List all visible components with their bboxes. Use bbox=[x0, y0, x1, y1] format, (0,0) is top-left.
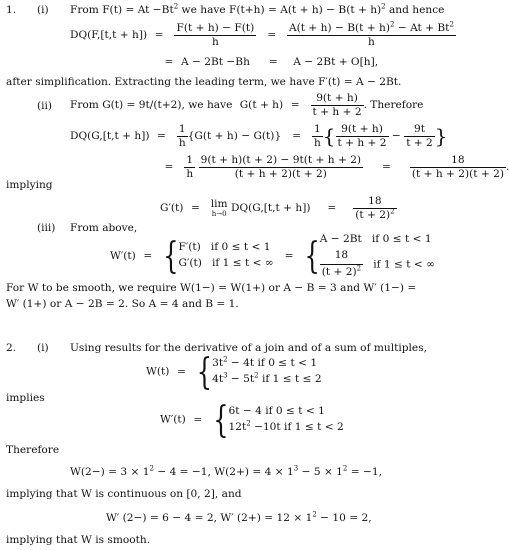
part-2i-intro: Using results for the derivative of a join and of a sum of multiples, bbox=[70, 342, 427, 354]
therefore-label: Therefore bbox=[6, 444, 60, 456]
part-1iii-label: (iii) bbox=[37, 222, 56, 234]
smooth-statement: implying that W is smooth. bbox=[6, 534, 151, 546]
dq-f-expanded-fraction: $\frac{A(t + h) - B(t + h)^2 - At + Bt^2}{h}$ bbox=[289, 20, 454, 48]
continuous-statement: implying that W is continuous on [0, 2], and bbox=[6, 488, 242, 500]
dq-g-combined: = $\frac{1}{h}$ $\frac{9(t + h)(t + 2) - 9t(t + h + 2)}{(t + h + 2)(t + 2)}$ = $\frac{18}{(t + h + 2)(t + 2)}$ bbox=[164, 154, 505, 180]
w-piecewise: W(t) = { $3t^2 - 4t$ if 0 ≤ t < 1 $4t^3 - 5t^2$ if 1 ≤ t ≤ 2 bbox=[146, 350, 322, 393]
part-1ii-label: (ii) bbox=[37, 100, 53, 112]
part-2i-label: (i) bbox=[37, 342, 49, 354]
smooth-condition-1: For W to be smooth, we require W(1−) = W(1+) or A − B = 3 and W′ (1−) = bbox=[6, 282, 417, 294]
dq-f-simplified: = A − 2Bt −Bh = A − 2Bt + O[h], bbox=[164, 56, 379, 68]
derivative-check: W′ (2−) = 6 − 4 = 2, W′ $(2+) = 12 \times 1^2 - 10 = 2$, bbox=[106, 510, 372, 524]
dq-g-equation: DQ(G,[t,t + h]) = $\frac{1}{h}$ {G(t + h) − G(t)} = $\frac{1}{h}$ { $\frac{9(t + h)}{t + h + 2}$ − $\frac{9t}{t + 2}$ } bbox=[70, 123, 448, 149]
part-1i-intro: From $F(t) = At -Bt^2$ we have $F(t+h) = A(t + h) - B(t + h)^2$ and hence bbox=[70, 2, 445, 16]
problem-1-number: 1. bbox=[6, 4, 17, 16]
w-prime-piecewise: W′(t) = { F′(t) if 0 ≤ t < 1 G′(t) if 1 ≤ t < ∞ = { A − 2Bt if 0 ≤ t < 1 $\frac{18}{(t + 2)^2}$ if 1 ≤ t < ∞ bbox=[110, 233, 435, 278]
continuity-check: $W(2-) = 3 \times 1^2 - 4 = -1$, $W(2+) = 4 \times 1^3 - 5 \times 1^2 = -1$, bbox=[70, 464, 382, 478]
part-1i-conclusion: after simplification. Extracting the leading term, we have F′(t) = A − 2Bt. bbox=[6, 76, 402, 88]
part-1iii-intro: From above, bbox=[70, 222, 138, 234]
dq-f-fraction: $\frac{F(t + h) - F(t)}{h}$ bbox=[176, 22, 255, 48]
implies-label: implies bbox=[6, 392, 45, 404]
part-1i-label: (i) bbox=[37, 4, 49, 16]
implying-label: implying bbox=[6, 179, 53, 191]
g-prime-result: G′(t) = lim h→0 DQ(G,[t,t + h]) = $\frac{18}{(t + 2)^2}$ bbox=[160, 195, 395, 221]
limit-operator: lim h→0 bbox=[210, 198, 228, 219]
dq-f-equation: DQ(F,[t,t + h]) = $\frac{F(t + h) - F(t)}{h}$ = $\frac{A(t + h) - B(t + h)^2 - At + Bt^2}{h}$ bbox=[70, 20, 454, 48]
part-1ii-intro: From G(t) = 9t/(t+2), we have G(t + h) = $\frac{9(t + h)}{t + h + 2}$ . Therefore bbox=[70, 92, 424, 118]
problem-2-number: 2. bbox=[6, 342, 17, 354]
w-prime-derivative-piecewise: W′(t) = { 6t − 4 if 0 ≤ t < 1 $12t^2 -10t$ if 1 ≤ t < 2 bbox=[160, 398, 344, 441]
smooth-condition-2: W′ (1+) or A − 2B = 2. So A = 4 and B = 1. bbox=[6, 298, 239, 310]
